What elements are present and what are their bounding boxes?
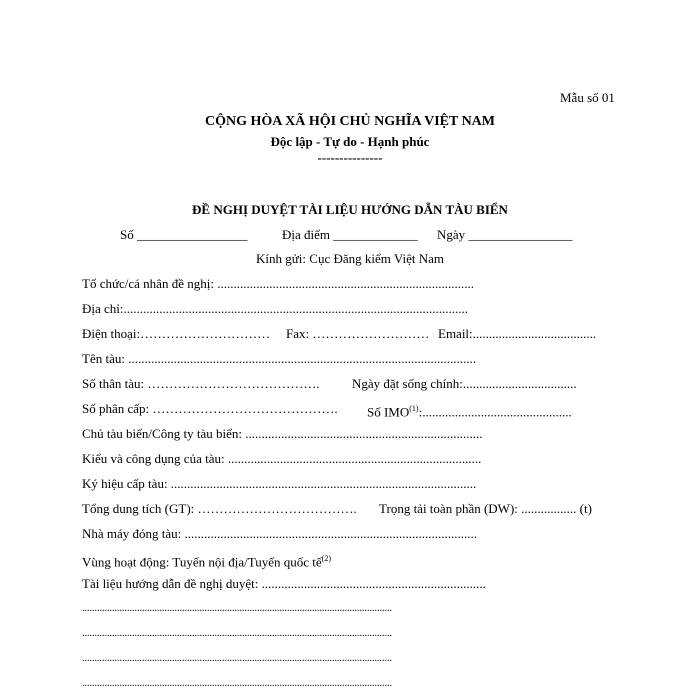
blank-line: ............................................................................................................................	[82, 653, 392, 664]
field-imo	[367, 401, 572, 420]
field-fax: Fax: ………………………	[286, 326, 430, 341]
field-deadweight: Trọng tải toàn phần (DW): ................. (t)	[379, 501, 592, 516]
field-email: Email:......................................	[438, 326, 597, 341]
operating-area-footnote: (2)	[321, 554, 331, 563]
ref-date: Ngày ________________	[437, 227, 573, 242]
blank-line: ............................................................................................................................	[82, 628, 392, 639]
recipient: Kính gửi: Cục Đăng kiểm Việt Nam	[256, 251, 444, 266]
imo-footnote: (1)	[409, 404, 419, 413]
document-title: ĐỀ NGHỊ DUYỆT TÀI LIỆU HƯỚNG DẪN TÀU BIỂN	[192, 202, 508, 217]
country-heading: CỘNG HÒA XÃ HỘI CHỦ NGHĨA VIỆT NAM	[204, 114, 495, 129]
field-class-number: Số phân cấp: …………………………………….	[82, 401, 338, 416]
field-address: Địa chỉ:..........................................................................................................	[82, 301, 469, 316]
field-organization: Tổ chức/cá nhân đề nghị: ...............................................................................	[82, 276, 474, 291]
operating-area-label: Vùng hoạt động: Tuyến nội địa/Tuyến quốc tế	[82, 554, 322, 570]
blank-line: ............................................................................................................................	[82, 603, 392, 614]
field-ship-name: Tên tàu: ...........................................................................................................	[82, 351, 476, 366]
field-hull-number: Số thân tàu: ………………………………….	[82, 376, 320, 391]
field-type-purpose: Kiểu và công dụng của tàu: ..............................................................................	[82, 451, 482, 466]
field-class-symbol: Ký hiệu cấp tàu: ..............................................................................................	[82, 476, 477, 491]
motto: Độc lập - Tự do - Hạnh phúc	[270, 134, 430, 149]
form-code: Mẫu số 01	[560, 90, 615, 105]
field-owner: Chủ tàu biển/Công ty tàu biển: .........................................................................	[82, 426, 483, 441]
ref-number: Số _________________	[120, 227, 248, 242]
field-phone: Điện thoại:…………………………	[82, 326, 271, 341]
imo-label: Số IMO	[367, 404, 410, 420]
field-operating-area	[82, 551, 331, 570]
blank-line: ............................................................................................................................	[82, 678, 392, 689]
motto-divider: ---------------	[317, 150, 383, 165]
ref-place: Địa điểm _____________	[282, 227, 418, 242]
field-gross-tonnage: Tổng dung tích (GT): ……………………………….	[82, 501, 357, 516]
imo-dots: :..............................................	[418, 404, 572, 420]
field-manual: Tài liệu hướng dẫn đề nghị duyệt: .....................................................................	[82, 576, 486, 591]
field-shipyard: Nhà máy đóng tàu: ..........................................................................................	[82, 526, 478, 541]
field-keel-date: Ngày đặt sống chính:...................................	[352, 376, 577, 391]
